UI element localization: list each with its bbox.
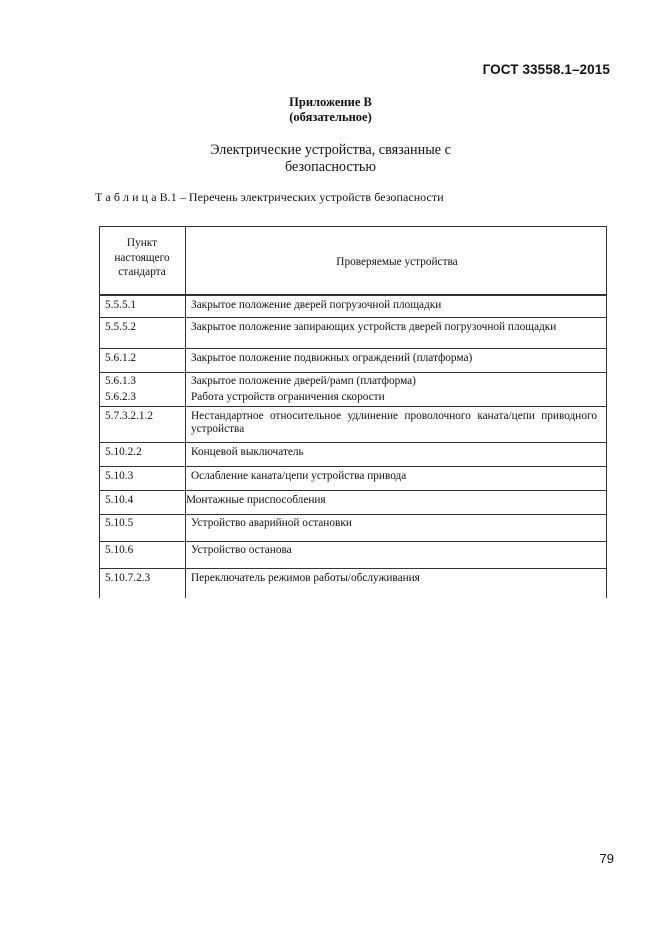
clause-column-header: Пункт настоящего стандарта [114, 237, 170, 278]
section-title-line-1: Электрические устройства, связанные с [210, 142, 451, 158]
device-column-header: Проверяемые устройства [336, 256, 458, 268]
table-row-clause: 5.10.2.2 [105, 446, 142, 458]
standard-header: ГОСТ 33558.1–2015 [482, 62, 610, 77]
table-row-clause: 5.7.3.2.1.2 [105, 410, 154, 422]
table-row-device: Устройство останова [191, 544, 292, 556]
table-row-device: Закрытое положение дверей погрузочной площадки [191, 299, 442, 311]
section-title-line-2: безопасностью [285, 159, 376, 175]
page-number: 79 [599, 851, 614, 866]
table-row-clause: 5.10.3 [105, 470, 134, 482]
table-row-clause: 5.10.6 [105, 544, 134, 556]
table-row-clause: 5.6.1.2 [105, 352, 137, 364]
appendix-note: (обязательное) [289, 110, 372, 124]
table-row-clause: 5.6.2.3 [105, 391, 137, 403]
table-row-clause: 5.5.5.2 [105, 321, 137, 333]
table-row-clause: 5.10.7.2.3 [105, 572, 151, 584]
table-row-device: Нестандартное относительное удлинение проволочного каната/цепи приводного устройства [191, 410, 597, 435]
table-row-device: Закрытое положение дверей/рамп (платформа) [191, 375, 416, 387]
table-caption: Т а б л и ц а В.1 – Перечень электрических устройств безопасности [95, 190, 444, 204]
table-row-clause: 5.6.1.3 [105, 375, 137, 387]
table-row-device: Концевой выключатель [191, 446, 304, 458]
appendix-title: Приложение В [289, 95, 372, 109]
table-row-device: Закрытое положение подвижных ограждений (платформа) [191, 352, 473, 364]
appendix-heading [0, 95, 661, 125]
table-row-device: Устройство аварийной остановки [191, 517, 352, 529]
table-row-device: Переключатель режимов работы/обслуживания [191, 572, 420, 584]
section-title [0, 142, 661, 176]
table-row-clause: 5.10.5 [105, 517, 134, 529]
table-row-device: Закрытое положение запирающих устройств дверей погрузочной площадки [191, 321, 557, 333]
table-row-device: Работа устройств ограничения скорости [191, 391, 385, 403]
table-row-device: Ослабление каната/цепи устройства привода [191, 470, 407, 482]
table-row-clause: 5.10.4 [105, 494, 134, 506]
table-row-device: Монтажные приспособления [186, 494, 326, 506]
devices-table [99, 226, 607, 598]
table-row-clause: 5.5.5.1 [105, 299, 137, 311]
